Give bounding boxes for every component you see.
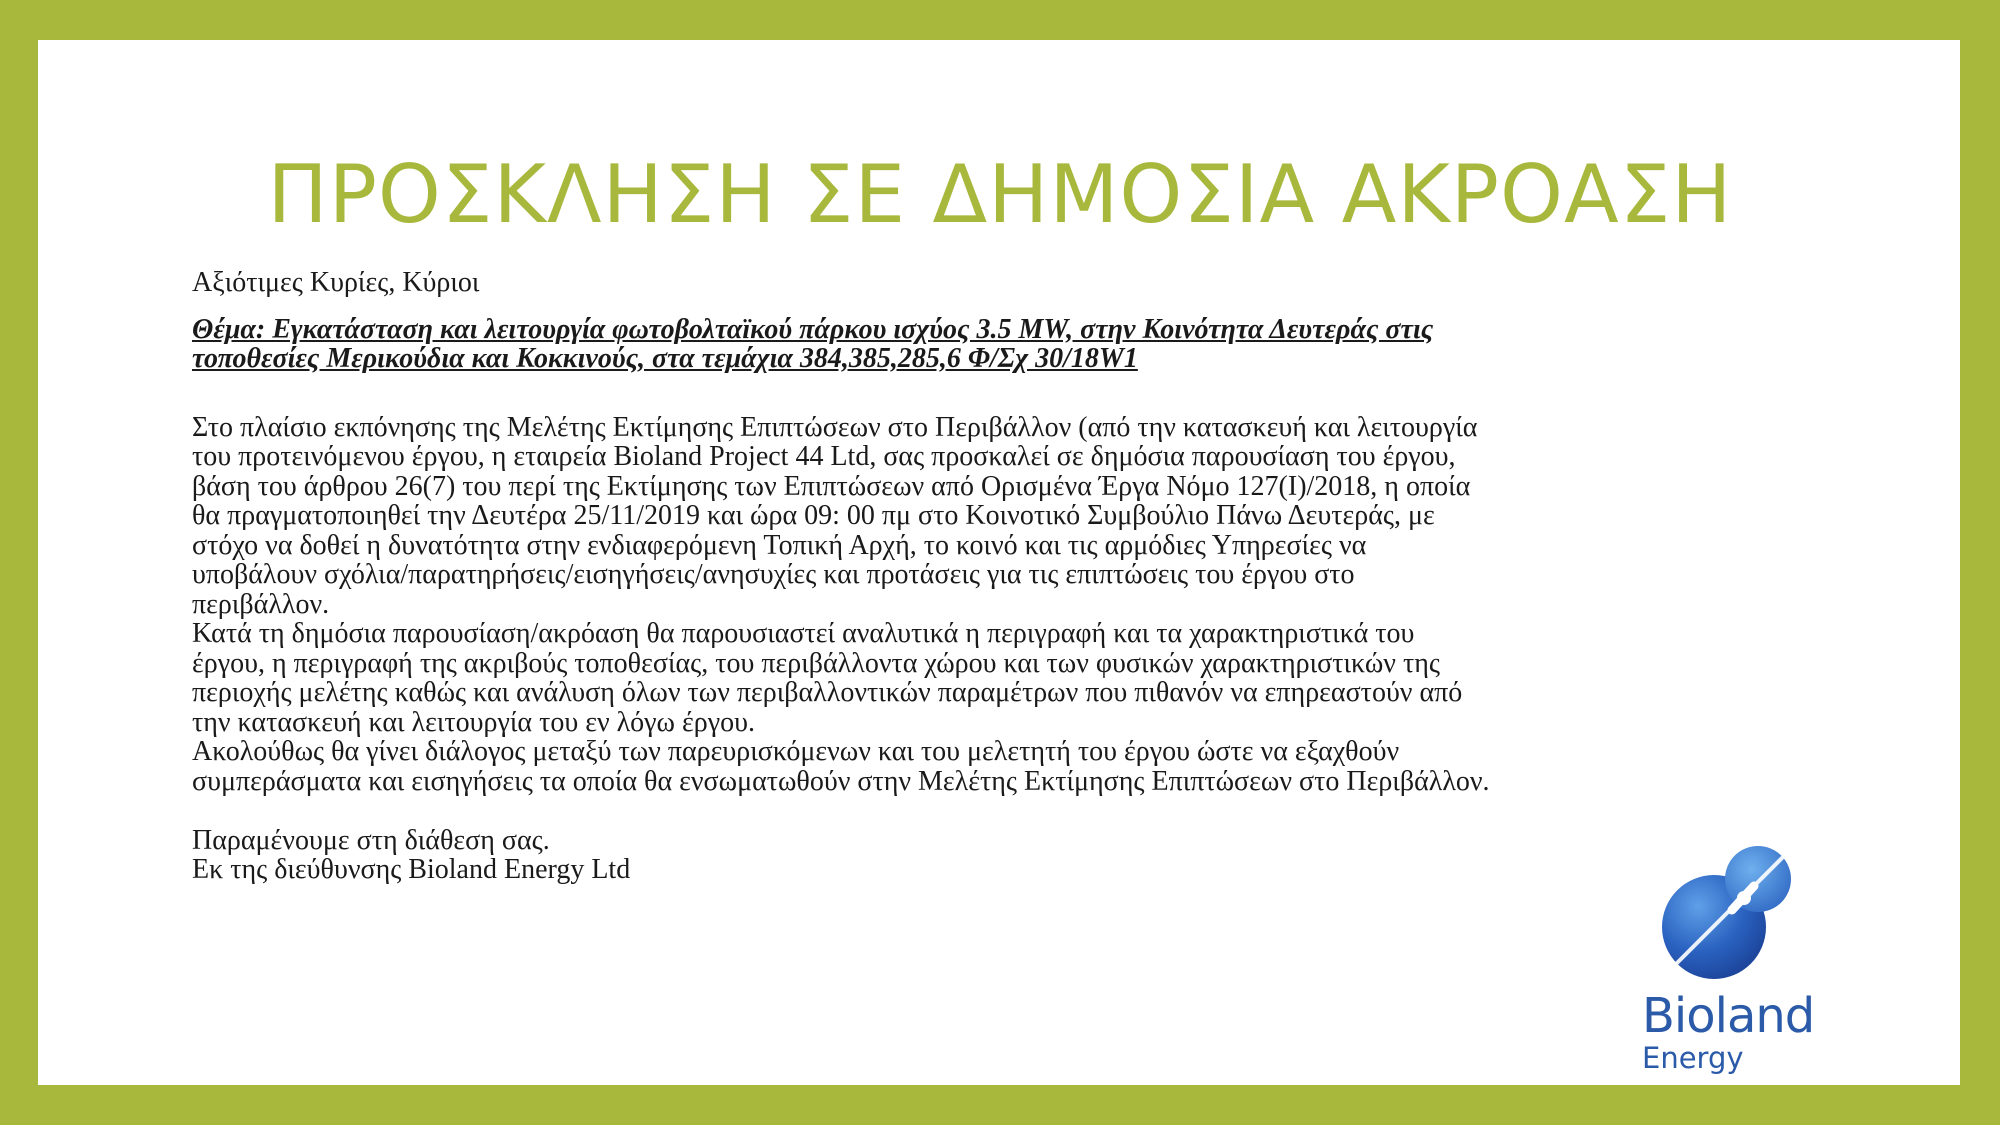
body-line: θα πραγματοποιηθεί την Δευτέρα 25/11/2019 και ώρα 09: 00 πμ στο Κοινοτικό Συμβούλιο Πάνω Δευτεράς, με: [192, 500, 1435, 531]
spacer: [192, 374, 1812, 413]
bioland-logo: [1636, 832, 1876, 1082]
logo-sub: Energy: [1642, 1041, 1744, 1075]
body-line: Κατά τη δημόσια παρουσίαση/ακρόαση θα παρουσιαστεί αναλυτικά η περιγραφή και τα χαρακτηριστικά του: [192, 618, 1415, 649]
body-line: Στο πλαίσιο εκπόνησης της Μελέτης Εκτίμησης Επιπτώσεων στο Περιβάλλον (από την κατασκευή και λειτουργία: [192, 411, 1478, 443]
closing-line: Παραμένουμε στη διάθεση σας.: [192, 824, 550, 856]
body-line: συμπεράσματα και εισηγήσεις τα οποία θα ενσωματωθούν στην Μελέτης Εκτίμησης Επιπτώσεων στο Περιβάλλον.: [192, 765, 1490, 797]
bioland-sphere-icon: [1636, 832, 1796, 982]
letter-body: [192, 268, 1812, 885]
closing-line: Εκ της διεύθυνσης Bioland Energy Ltd: [192, 854, 631, 885]
body-line: περιβάλλον.: [192, 588, 330, 620]
page-title: ΠΡΟΣΚΛΗΣΗ ΣΕ ΔΗΜΟΣΙΑ ΑΚΡΟΑΣΗ: [267, 148, 1733, 241]
body-line: υποβάλουν σχόλια/παρατηρήσεις/εισηγήσεις/ανησυχίες και προτάσεις για τις επιπτώσεις του έργου στο: [192, 559, 1355, 590]
body-line: Ακολούθως θα γίνει διάλογος μεταξύ των παρευρισκόμενων και του μελετητή του έργου ώστε να εξαχθούν: [192, 736, 1400, 767]
spacer: [192, 298, 1812, 315]
spacer: [192, 796, 1812, 826]
body-line: την κατασκευή και λειτουργία του εν λόγω έργου.: [192, 706, 755, 738]
subject-line-1: Θέμα: Εγκατάσταση και λειτουργία φωτοβολταϊκού πάρκου ισχύος 3.5 MW, στην Κοινότητα Δευτεράς στις: [192, 313, 1434, 345]
body-line: του προτεινόμενου έργου, η εταιρεία Bioland Project 44 Ltd, σας προσκαλεί σε δημόσια παρουσίαση του έργου,: [192, 441, 1456, 472]
body-line: βάση του άρθρου 26(7) του περί της Εκτίμησης των Επιπτώσεων από Ορισμένα Έργα Νόμο 127(Ι)/2018, η οποία: [192, 470, 1471, 502]
subject-line-2: τοποθεσίες Μερικούδια και Κοκκινούς, στα τεμάχια 384,385,285,6 Φ/Σχ 30/18W1: [192, 343, 1138, 374]
body-line: έργου, η περιγραφή της ακριβούς τοποθεσίας, του περιβάλλοντα χώρου και των φυσικών χαρακτηριστικών της: [192, 647, 1440, 679]
body-line: περιοχής μελέτης καθώς και ανάλυση όλων των περιβαλλοντικών παραμέτρων που πιθανόν να επηρεαστούν από: [192, 677, 1463, 708]
body-line: στόχο να δοθεί η δυνατότητα στην ενδιαφερόμενη Τοπική Αρχή, το κοινό και τις αρμόδιες Υπηρεσίες να: [192, 529, 1367, 561]
salutation: Αξιότιμες Κυρίες, Κύριοι: [192, 267, 480, 298]
logo-name: Bioland: [1642, 988, 1815, 1044]
